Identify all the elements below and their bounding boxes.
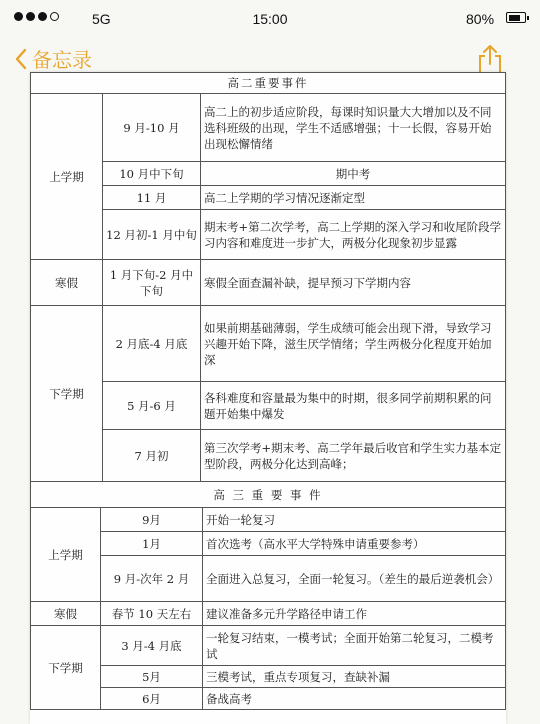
status-bar [0, 0, 540, 38]
time-cell: 7 月初 [103, 430, 201, 482]
term-label: 寒假 [31, 602, 101, 626]
battery-fill [509, 15, 520, 21]
desc-cell: 一轮复习结束，一模考试；全面开始第二轮复习，二模考试 [203, 626, 506, 666]
time-cell: 1月 [101, 532, 203, 556]
clock: 15:00 [252, 11, 288, 27]
time-cell: 1 月下旬-2 月中下旬 [103, 260, 201, 306]
term-label: 下学期 [31, 306, 103, 482]
back-button[interactable] [14, 44, 92, 73]
term-label: 寒假 [31, 260, 103, 306]
grade3-title: 高 三 重 要 事 件 [31, 482, 506, 508]
term-label: 上学期 [31, 508, 101, 602]
desc-cell: 首次选考（高水平大学特殊申请重要参考） [203, 532, 506, 556]
time-cell: 9 月-次年 2 月 [101, 556, 203, 602]
time-cell: 3 月-4 月底 [101, 626, 203, 666]
grade3-table [30, 481, 506, 710]
battery-icon [506, 12, 526, 23]
desc-cell: 高二上的初步适应阶段，每课时知识量大大增加以及不同选科班级的出现，学生不适感增强；十一长假，容易开始出现松懈情绪 [201, 94, 506, 162]
time-cell: 2 月底-4 月底 [103, 306, 201, 382]
grade2-table [30, 72, 506, 482]
time-cell: 10 月中下旬 [103, 162, 201, 186]
time-cell: 9月 [101, 508, 203, 532]
time-cell: 12 月初-1 月中旬 [103, 210, 201, 260]
time-cell: 6月 [101, 688, 203, 710]
time-cell: 春节 10 天左右 [101, 602, 203, 626]
desc-cell: 开始一轮复习 [203, 508, 506, 532]
desc-cell: 期末考+第二次学考，高二上学期的深入学习和收尾阶段学习内容和难度进一步扩大，两极分化现象初步显露 [201, 210, 506, 260]
time-cell: 11 月 [103, 186, 201, 210]
desc-cell: 各科难度和容量最为集中的时期，很多同学前期积累的问题开始集中爆发 [201, 382, 506, 430]
back-label: 备忘录 [32, 48, 92, 72]
desc-cell: 三模考试，重点专项复习，查缺补漏 [203, 666, 506, 688]
desc-cell: 期中考 [201, 162, 506, 186]
note-image [30, 72, 506, 724]
desc-cell: 第三次学考+期末考、高二学年最后收官和学生实力基本定型阶段，两极分化达到高峰； [201, 430, 506, 482]
desc-cell: 全面进入总复习，全面一轮复习。（差生的最后逆袭机会） [203, 556, 506, 602]
network-label: 5G [92, 11, 111, 27]
time-cell: 5月 [101, 666, 203, 688]
battery-percent: 80% [466, 11, 495, 27]
desc-cell: 如果前期基础薄弱，学生成绩可能会出现下滑，导致学习兴趣开始下降，滋生厌学情绪；学生两极分化程度开始加深 [201, 306, 506, 382]
desc-cell: 高二上学期的学习情况逐渐定型 [201, 186, 506, 210]
desc-cell: 备战高考 [203, 688, 506, 710]
desc-cell: 建议准备多元升学路径申请工作 [203, 602, 506, 626]
time-cell: 5 月-6 月 [103, 382, 201, 430]
grade2-title: 高二重要事件 [31, 73, 506, 94]
desc-cell: 寒假全面查漏补缺，提早预习下学期内容 [201, 260, 506, 306]
term-label: 下学期 [31, 626, 101, 710]
time-cell: 9 月-10 月 [103, 94, 201, 162]
chevron-left-icon [14, 47, 28, 71]
term-label: 上学期 [31, 94, 103, 260]
